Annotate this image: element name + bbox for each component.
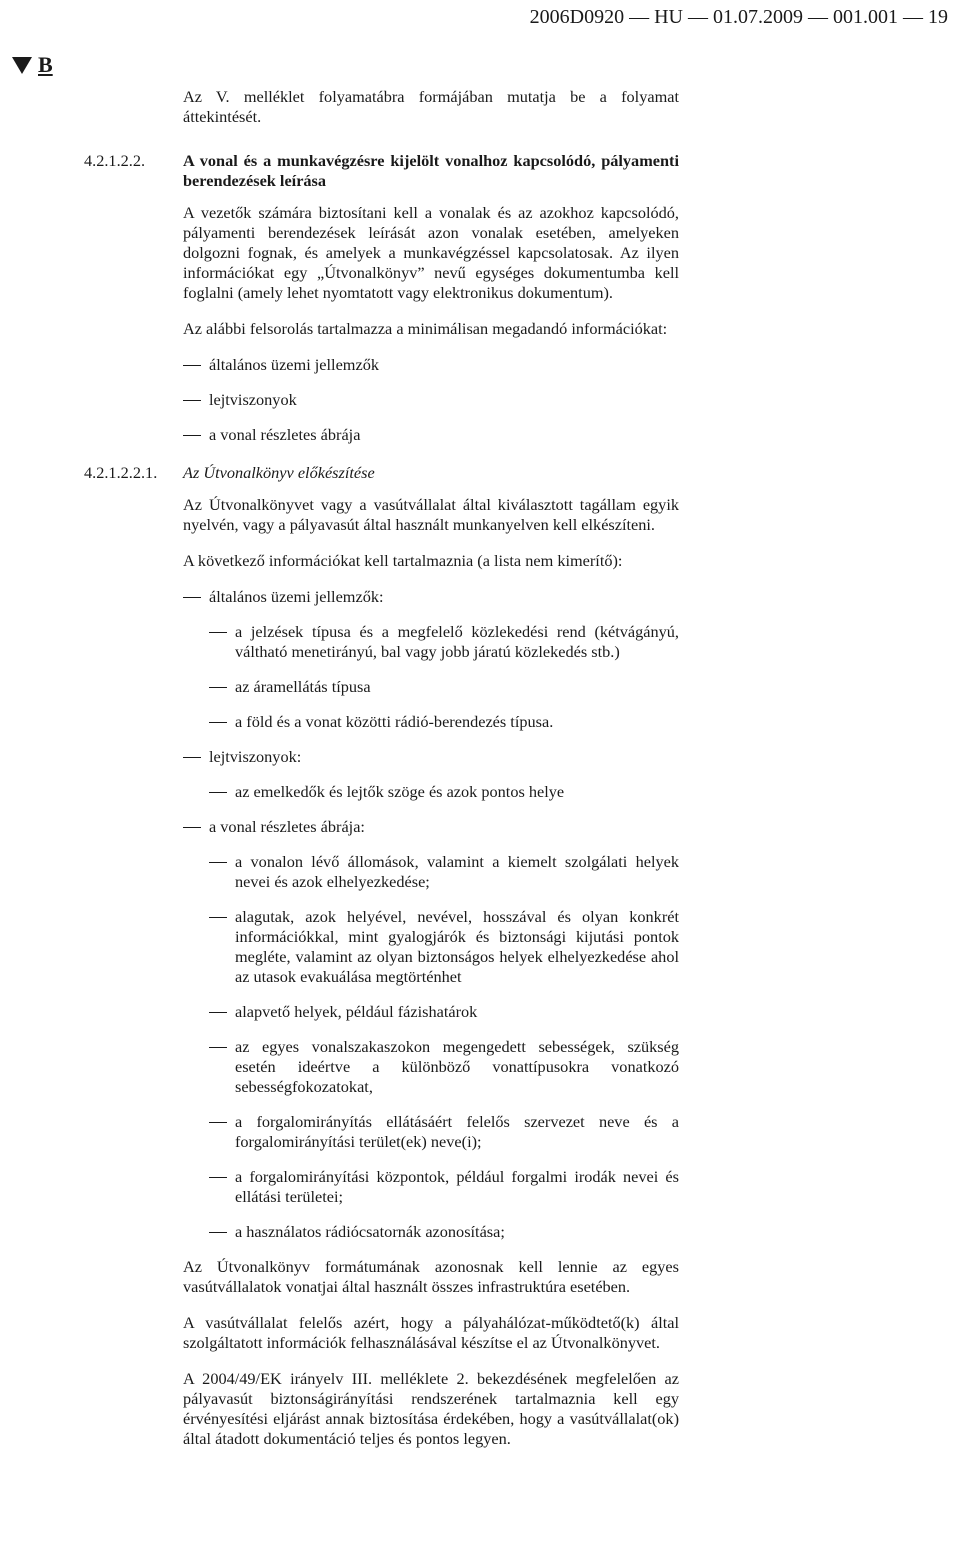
list-item: a forgalomirányítás ellátásáért felelős szervezet neve és a forgalomirányítási terület(ek) neve(i); xyxy=(209,1112,679,1152)
list-item: a vonal részletes ábrája xyxy=(183,425,679,445)
list-item: alagutak, azok helyével, nevével, hosszával és olyan konkrét információkkal, mint gyalogjárók és biztonsági kijutási pontok megléte, valamint az olyan biztonságos helyek elhelyezkedése ahol az utasok evakuálása megtörténhet xyxy=(209,907,679,987)
list-item: a föld és a vonat közötti rádió-berendezés típusa. xyxy=(209,712,679,732)
paragraph: Az Útvonalkönyvet vagy a vasútvállalat által kiválasztott tagállam egyik nyelvén, vagy a pályavasút által használt munkanyelven kell elkészíteni. xyxy=(183,495,679,534)
list-item: lejtviszonyok xyxy=(183,390,679,410)
paragraph: Az Útvonalkönyv formátumának azonosnak kell lennie az egyes vasútvállalatok vonatjai által használt összes infrastruktúra esetében. xyxy=(183,1257,679,1296)
list-item: a forgalomirányítási központok, például forgalmi irodák nevei és ellátási területei; xyxy=(209,1167,679,1207)
section-4-2-1-2-2 xyxy=(84,151,679,445)
triangle-down-icon xyxy=(12,57,32,74)
paragraph: Az alábbi felsorolás tartalmazza a minimálisan megadandó információkat: xyxy=(183,319,668,338)
section-number: 4.2.1.2.2.1. xyxy=(84,463,158,482)
list-item: a jelzések típusa és a megfelelő közlekedési rend (kétvágányú, váltható menetirányú, bal vagy jobb járatú közlekedés stb.) xyxy=(209,622,679,662)
paragraph: A következő információkat kell tartalmaznia (a lista nem kimerítő): xyxy=(183,551,623,570)
section-title: Az Útvonalkönyv előkészítése xyxy=(183,463,375,482)
document-header: 2006D0920 — HU — 01.07.2009 — 001.001 — 19 xyxy=(529,6,948,28)
list-group-label: a vonal részletes ábrája: xyxy=(183,817,679,837)
list-group-label: általános üzemi jellemzők: xyxy=(183,587,679,607)
intro-paragraph: Az V. melléklet folyamatábra formájában mutatja be a folyamat áttekintését. xyxy=(183,87,679,126)
amendment-marker-letter: B xyxy=(38,52,53,77)
list-group-label: lejtviszonyok: xyxy=(183,747,679,767)
section-number: 4.2.1.2.2. xyxy=(84,151,146,170)
list-item: a használatos rádiócsatornák azonosítása; xyxy=(209,1222,679,1242)
list-item: alapvető helyek, például fázishatárok xyxy=(209,1002,679,1022)
section-title: A vonal és a munkavégzésre kijelölt vonalhoz kapcsolódó, pályamenti berendezések leírása xyxy=(183,151,679,190)
paragraph: A vezetők számára biztosítani kell a vonalak és az azokhoz kapcsolódó, pályamenti berendezések leírását azon vonalak esetében, amelyeken dolgozni fognak, és amelyek a munkavégzéssel kapcsolatosak. Az ilyen információkat egy „Útvonalkönyv” nevű egységes dokumentumba kell foglalni (amely lehet nyomtatott vagy elektronikus dokumentum). xyxy=(183,203,679,302)
section-4-2-1-2-2-1 xyxy=(84,463,679,1449)
list-item: a vonalon lévő állomások, valamint a kiemelt szolgálati helyek nevei és azok elhelyezkedése; xyxy=(209,852,679,892)
document-body xyxy=(84,87,679,1465)
list-item: az emelkedők és lejtők szöge és azok pontos helye xyxy=(209,782,679,802)
list-item: az egyes vonalszakaszokon megengedett sebességek, szükség esetén ideértve a különböző vonattípusokra vonatkozó sebességfokozatokat, xyxy=(209,1037,679,1097)
list-item: az áramellátás típusa xyxy=(209,677,679,697)
paragraph: A 2004/49/EK irányelv III. melléklete 2. bekezdésének megfelelően az pályavasút biztonságirányítási rendszerének tartalmaznia kell egy érvényesítési eljárást annak biztosítása érdekében, hogy a vasútvállalat(ok) által átadott dokumentáció teljes és pontos legyen. xyxy=(183,1369,679,1448)
amendment-marker xyxy=(12,52,53,78)
paragraph: A vasútvállalat felelős azért, hogy a pályahálózat-működtető(k) által szolgáltatott információk felhasználásával készítse el az Útvonalkönyvet. xyxy=(183,1313,679,1352)
list-item: általános üzemi jellemzők xyxy=(183,355,679,375)
